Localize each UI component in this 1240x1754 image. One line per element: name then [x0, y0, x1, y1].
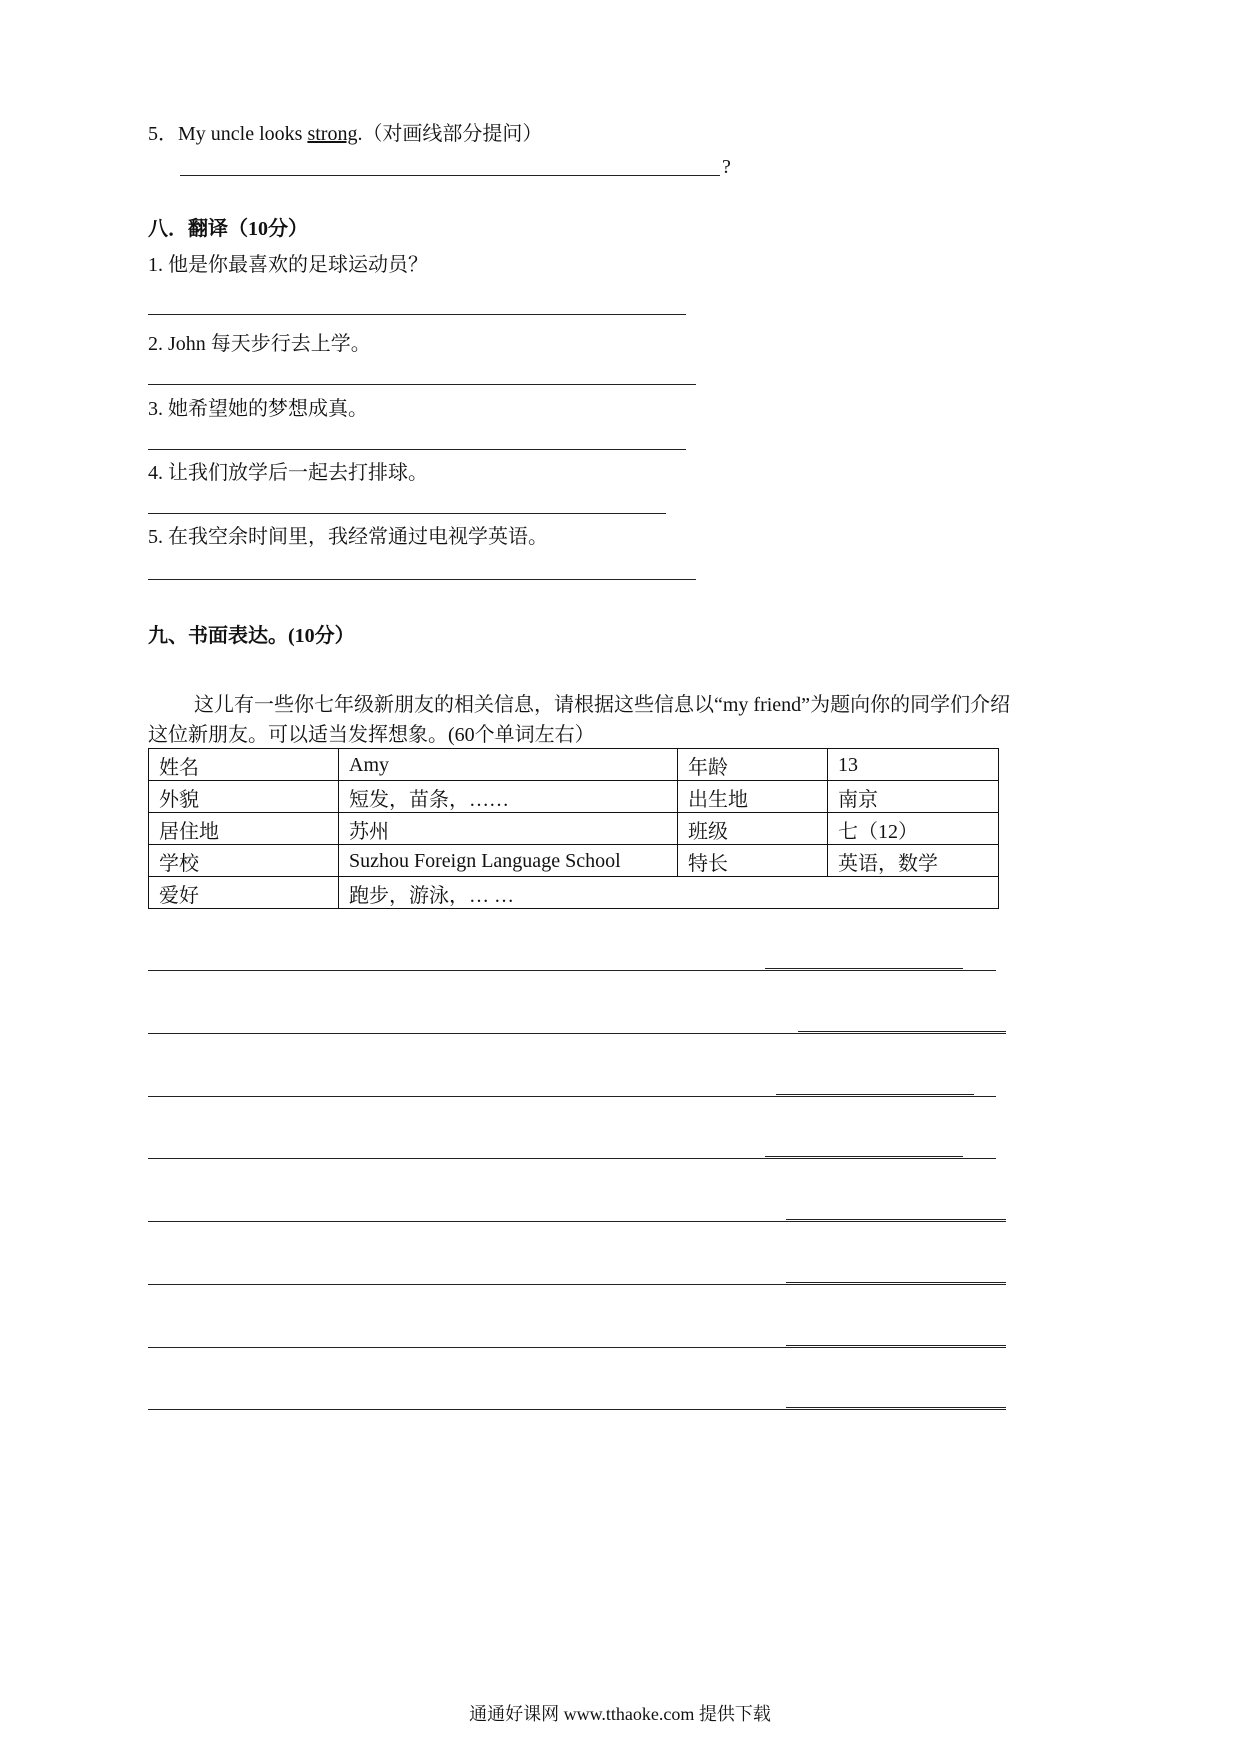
question-5-answer-line[interactable] [180, 175, 720, 176]
table-cell-label: 班级 [678, 813, 828, 845]
table-cell-value: Suzhou Foreign Language School [339, 845, 678, 877]
writing-line-2[interactable] [148, 1033, 1006, 1034]
question-5-underlined-word: strong [307, 123, 358, 145]
table-cell-value: 苏州 [339, 813, 678, 845]
question-5 [148, 122, 542, 146]
table-cell-value: 南京 [828, 781, 999, 813]
friend-info-table [148, 748, 999, 909]
writing-line-5-overlay [786, 1219, 1006, 1220]
table-cell-label: 姓名 [149, 749, 339, 781]
writing-line-3-overlay [776, 1094, 974, 1095]
instructions-line-1: 这儿有一些你七年级新朋友的相关信息，请根据这些信息以“my friend”为题向你的同学们介绍 [194, 694, 1011, 716]
writing-line-5[interactable] [148, 1221, 1006, 1222]
writing-line-2-overlay [798, 1031, 1006, 1032]
table-cell-label: 特长 [678, 845, 828, 877]
question-5-text-before: My uncle looks [178, 123, 308, 145]
writing-line-4-overlay [765, 1156, 963, 1157]
section-9-instructions [148, 690, 1138, 750]
table-row [149, 813, 999, 845]
writing-line-4[interactable] [148, 1158, 996, 1159]
translation-item-4: 4. 让我们放学后一起去打排球。 [148, 462, 428, 484]
writing-line-3[interactable] [148, 1096, 996, 1097]
translation-answer-line-2[interactable] [148, 384, 696, 385]
writing-line-7[interactable] [148, 1347, 1006, 1348]
writing-line-6[interactable] [148, 1284, 1006, 1285]
question-5-text-after: .（对画线部分提问） [357, 123, 543, 145]
question-5-end-mark: ? [722, 156, 731, 178]
table-cell-label: 居住地 [149, 813, 339, 845]
table-row [149, 749, 999, 781]
table-cell-value: Amy [339, 749, 678, 781]
table-cell-value: 跑步，游泳，… … [339, 877, 999, 909]
page-footer: 通通好课网 www.tthaoke.com 提供下载 [469, 1704, 771, 1724]
translation-answer-line-5[interactable] [148, 579, 696, 580]
table-row [149, 845, 999, 877]
translation-item-3: 3. 她希望她的梦想成真。 [148, 398, 368, 420]
question-5-number: 5． [148, 123, 178, 145]
writing-line-8-overlay [786, 1407, 1006, 1408]
writing-line-7-overlay [786, 1345, 1006, 1346]
section-9-heading: 九、书面表达。(10分） [148, 625, 355, 647]
table-row [149, 781, 999, 813]
translation-answer-line-4[interactable] [148, 513, 666, 514]
table-cell-label: 爱好 [149, 877, 339, 909]
table-cell-label: 年龄 [678, 749, 828, 781]
writing-line-8[interactable] [148, 1409, 1006, 1410]
writing-line-1-overlay [765, 968, 963, 969]
translation-item-1: 1. 他是你最喜欢的足球运动员？ [148, 254, 428, 276]
table-cell-value: 英语，数学 [828, 845, 999, 877]
table-cell-label: 学校 [149, 845, 339, 877]
instructions-line-2: 这位新朋友。可以适当发挥想象。(60个单词左右） [148, 724, 595, 746]
table-cell-value: 短发，苗条，…… [339, 781, 678, 813]
translation-item-2: 2. John 每天步行去上学。 [148, 333, 371, 355]
section-8-heading: 八．翻译（10分） [148, 218, 308, 240]
translation-answer-line-1[interactable] [148, 314, 686, 315]
table-cell-value: 13 [828, 749, 999, 781]
writing-line-1[interactable] [148, 970, 996, 971]
translation-answer-line-3[interactable] [148, 449, 686, 450]
translation-item-5: 5. 在我空余时间里，我经常通过电视学英语。 [148, 526, 548, 548]
writing-line-6-overlay [786, 1282, 1006, 1283]
table-cell-label: 外貌 [149, 781, 339, 813]
table-cell-value: 七（12） [828, 813, 999, 845]
table-cell-label: 出生地 [678, 781, 828, 813]
table-row [149, 877, 999, 909]
